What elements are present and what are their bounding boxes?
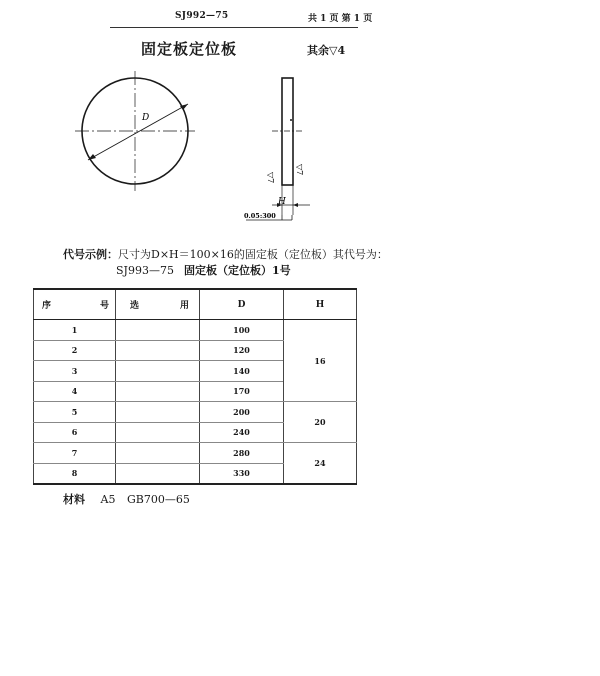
code-example-label: 代号示例：: [63, 248, 118, 261]
header-d: D: [200, 289, 284, 320]
row-no: 6: [34, 422, 116, 443]
row-no: 4: [34, 381, 116, 402]
table-row: [34, 320, 357, 341]
page-info: 共 1 页 第 1 页: [308, 14, 373, 24]
h-group: 20: [284, 402, 357, 443]
header-h: H: [284, 289, 357, 320]
header-rule: [110, 27, 358, 28]
technical-drawing: [60, 68, 370, 233]
row-d: 100: [200, 320, 284, 341]
material-grade: A5: [100, 493, 116, 506]
code-example-std: SJ993—75: [116, 264, 174, 277]
spec-table: [33, 288, 357, 485]
material-label: 材料: [63, 493, 85, 506]
surface-finish-note: 其余▽4: [307, 44, 346, 57]
material-line: [63, 491, 190, 507]
row-no: 7: [34, 443, 116, 464]
row-d: 280: [200, 443, 284, 464]
code-example-line: [63, 246, 388, 262]
finish-mark-left: ▽7: [266, 172, 275, 184]
table-row: [34, 402, 357, 423]
row-no: 2: [34, 340, 116, 361]
height-label: H: [278, 197, 286, 207]
document-title: 固定板定位板: [141, 40, 238, 58]
table-row: [34, 443, 357, 464]
diameter-label: D: [142, 113, 150, 123]
row-d: 120: [200, 340, 284, 361]
row-d: 140: [200, 361, 284, 382]
header-use: 选 用: [116, 289, 200, 320]
finish-mark-right: ▽7: [295, 164, 304, 176]
tolerance-label: 0.05:300: [244, 212, 276, 220]
row-d: 240: [200, 422, 284, 443]
row-use: [116, 463, 200, 484]
row-d: 170: [200, 381, 284, 402]
row-no: 5: [34, 402, 116, 423]
code-example-code: [116, 262, 291, 278]
row-use: [116, 422, 200, 443]
standard-code: SJ992—75: [175, 11, 229, 21]
code-example-description: 尺寸为D×H＝100×16的固定板（定位板）其代号为：: [118, 248, 388, 261]
row-d: 200: [200, 402, 284, 423]
code-example-name: 固定板（定位板）1号: [183, 264, 291, 277]
row-d: 330: [200, 463, 284, 484]
row-use: [116, 340, 200, 361]
h-group: 24: [284, 443, 357, 485]
h-group: 16: [284, 320, 357, 402]
row-no: 8: [34, 463, 116, 484]
row-use: [116, 402, 200, 423]
row-no: 1: [34, 320, 116, 341]
material-standard: GB700—65: [126, 493, 190, 506]
table-header-row: [34, 289, 357, 320]
row-use: [116, 381, 200, 402]
row-use: [116, 361, 200, 382]
row-no: 3: [34, 361, 116, 382]
front-view-circle: [75, 71, 195, 191]
row-use: [116, 443, 200, 464]
row-use: [116, 320, 200, 341]
header-no: 序 号: [34, 289, 116, 320]
